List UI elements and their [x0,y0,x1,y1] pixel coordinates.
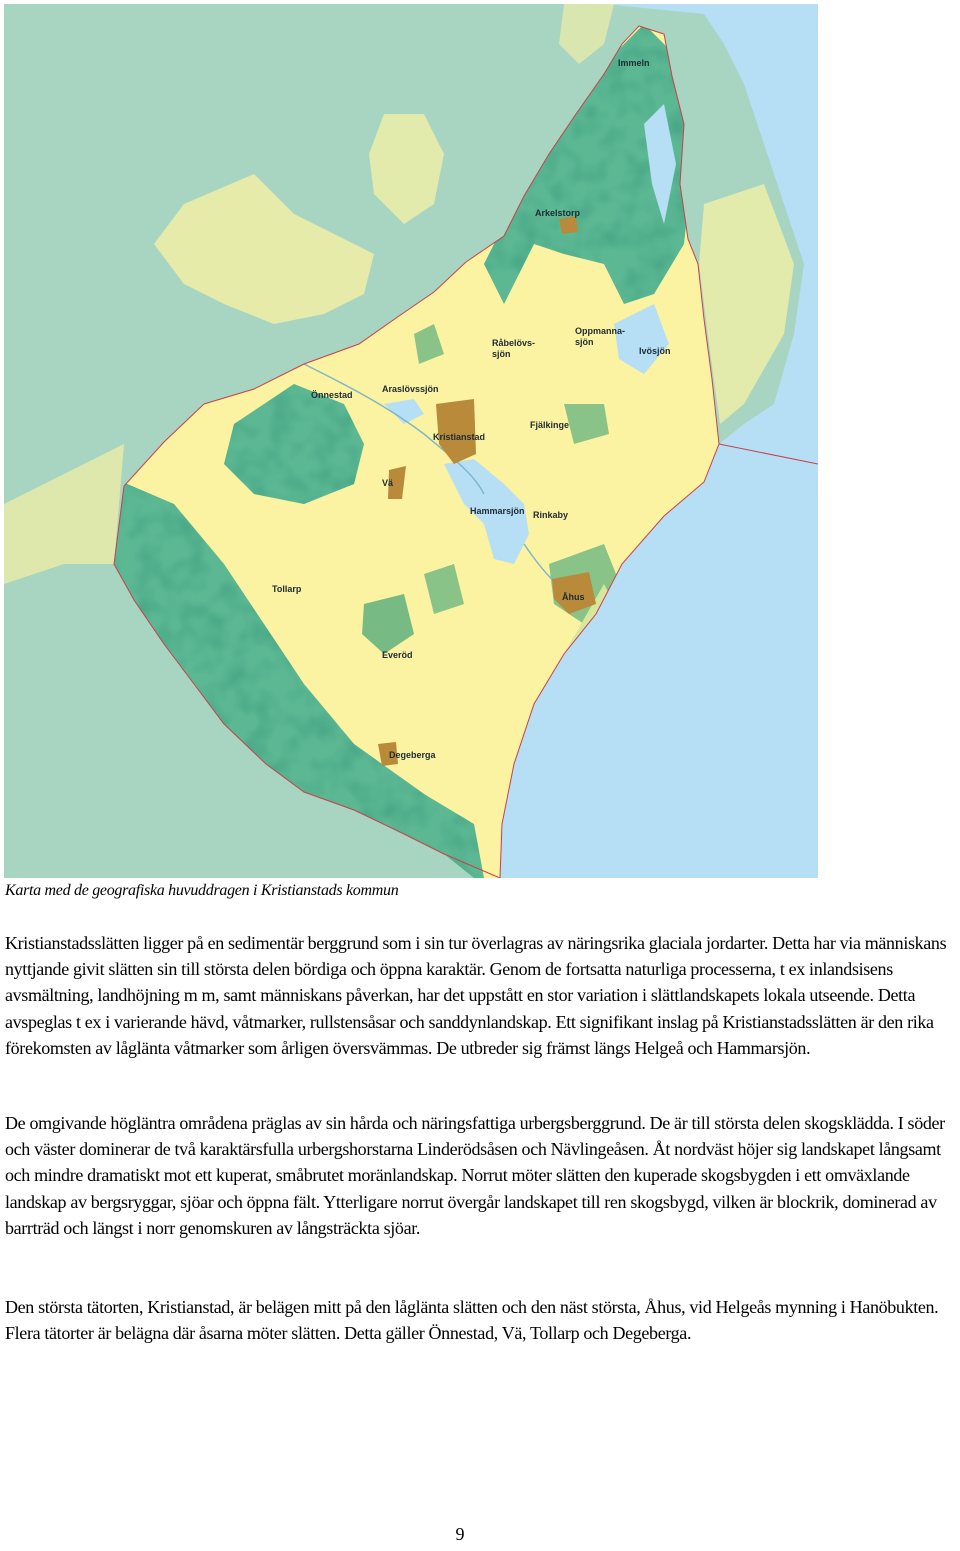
label-everod: Everöd [382,650,413,660]
label-rinkaby: Rinkaby [533,510,569,520]
label-ivosjon: Ivösjön [639,346,671,356]
paragraph-plain: Kristianstadsslätten ligger på en sedimentär berggrund som i sin tur överlagras av näringsrika glaciala jordarter. Detta har via människans nyttjande givit slätten sin till största delen bördiga och öppna karaktär. Genom de fortsatta naturliga processerna, t ex inlandsisens avsmältning, landhöjning m m, samt människans påverkan, har det uppstått en stor variation i slättlandskapets lokala utseende. Detta avspeglas t ex i varierande hävd, våtmarker, rullstensåsar och sanddynlandskap. Ett signifikant inslag på Kristianstadsslätten är den rika förekomsten av låglänta våtmarker som årligen översvämmas. De utbreder sig främst längs Helgeå och Hammarsjön. [5,933,947,1058]
label-fjalkinge: Fjälkinge [530,420,570,430]
label-tollarp: Tollarp [272,584,302,594]
municipality-map [4,4,818,878]
label-degeberga: Degeberga [389,750,436,760]
label-va: Vä [382,478,394,488]
map-svg [4,4,818,878]
page-number: 9 [455,1524,465,1544]
label-ahus: Åhus [562,592,585,602]
map-caption: Karta med de geografiska huvuddragen i Kristianstads kommun [5,882,399,899]
label-arkelstorp: Arkelstorp [535,208,581,218]
paragraph-towns: Den största tätorten, Kristianstad, är belägen mitt på den låglänta slätten och den näst största, Åhus, vid Helgeås mynning i Hanöbukten. Flera tätorter är belägna där åsarna möter slätten. Detta gäller Önnestad, Vä, Tollarp och Degeberga. [5,1297,939,1344]
label-hammarsjon: Hammarsjön [470,506,525,516]
label-kristianstad: Kristianstad [433,432,486,442]
label-immeln: Immeln [618,58,650,68]
label-araslovssjon: Araslövssjön [382,384,439,394]
label-onnestad: Önnestad [311,390,353,400]
label-oppmannasjon: Oppmanna-sjön [575,326,626,347]
paragraph-highlands: De omgivande högläntra områdena präglas av sin hårda och näringsfattiga urbergsberggrund. De är till största delen skogsklädda. I söder och väster dominerar de två karaktärsfulla urbergshorstarna Linderödsåsen och Nävlingeåsen. Åt nordväst höjer sig landskapet långsamt och mindre dramatiskt mot ett kuperat, småbrutet moränlandskap. Norrut möter slätten den kuperade skogsbygden i ett omväxlande landskap av bergsryggar, sjöar och öppna fält. Ytterligare norrut övergår landskapet till ren skogsbygd, vilken är blockrik, dominerad av barrträd och längst i norr genomskuren av långsträckta sjöar. [5,1113,945,1238]
town-arkelstorp [559,216,578,234]
label-rabelovssjon: Råbelövs-sjön [492,338,536,359]
